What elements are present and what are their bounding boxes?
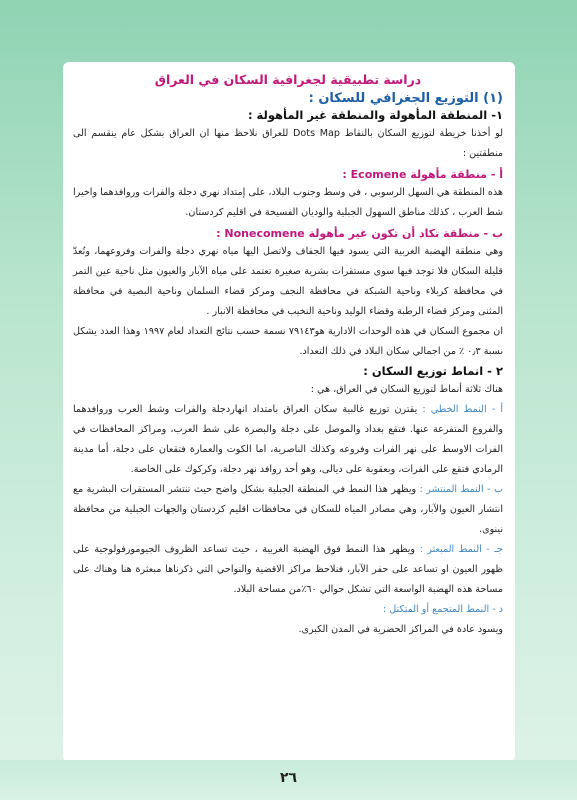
page-title: دراسة تطبيقية لجغرافية السكان في العراق <box>154 72 422 87</box>
page-number: ٢٦ <box>279 770 298 786</box>
pattern-scattered-text: ويظهر هذا النمط في المنطقة الجبلية بشكل واضح حيث تنتشر المستقرات البشرية مع انتشار العيون والآبار، وهي مصادر المياه للسكان في محافظات اقليم كردستان والجهات الجبلية من محافظة نينوى. <box>73 484 503 535</box>
paragraph-patterns-intro: هناك ثلاثة أنماط لتوزيع السكان في العراق، هي : <box>310 384 503 395</box>
paragraph-ecomene: هذه المنطقة هي السهل الرسوبي ، في وسط وجنوب البلاد، على إمتداد نهري دجلة والفرات وروافدهما واخيرا شط العرب ، كذلك مناطق السهول الجبلية والوديان الفسيحة في اقليم كردستان. <box>73 187 503 218</box>
paragraph-nonecomene: وهي منطقة الهضبة الغربية التي يسود فيها الجفاف ولاتصل اليها مياه نهري دجلة والفرات وفروعهما، وتُعدّ قليلة السكان فلا توجد فيها سوى مستقرات بشرية صغيرة تعتمد على مياه الآبار والعيون مثل ناحية عين التمر في محافظة كربلاء وناحية الشبكة في محافظة النجف ومركز قضاء السلمان وناحية البصية في محافظة المثنى ومركز قضاء الرطبة وقضاء الوليد وناحية النخيب في محافظة الانبار . <box>73 246 503 317</box>
pattern-clustered-text: ويسود عادة في المراكز الحضرية في المدن الكبرى. <box>298 624 503 635</box>
heading-ecomene: أ - منطقة مأهولة Ecomene : <box>342 168 503 181</box>
section-heading: (١) التوزيع الجغرافي للسكان : <box>308 91 503 106</box>
pattern-dispersed-label: جـ - النمط المبعثر : <box>419 544 503 555</box>
document-page <box>63 62 515 762</box>
paragraph-population: ان مجموع السكان في هذه الوحدات الادارية هو٧٩١٤٣ نسمة حسب نتائج التعداد لعام ١٩٩٧ وهذا العدد يشكل نسبة ٠٫٣ ٪ من اجمالي سكان البلاد في ذلك التعداد. <box>73 326 504 357</box>
subsection-heading-2: ٢ - انماط توزيع السكان : <box>363 364 503 378</box>
pattern-clustered-label: د - النمط المتجمع أو المتكتل : <box>382 604 503 615</box>
pattern-linear-label: أ - النمط الخطي : <box>422 404 503 415</box>
pattern-linear-text: يقترن توزيع غالبية سكان العراق بامتداد انهاردجلة والفرات وشط العرب وروافدهما والفروع المتفرعة عنها. فتقع بغداد والموصل على دجلة والبصرة على شط العرب، ومراكز المحافظات في الفرات الاوسط على نهر الفرات وفروعه وكذلك الناصرية، اما الكوت والعمارة فتقعان على دجلة، أما مدينة الرمادي فتقع على الفرات، وبعقوبة على ديالى، وهو أحد روافد نهر دجلة، وكركوك على الخاصة. <box>73 404 503 475</box>
pattern-scattered-label: ب - النمط المنتشر : <box>419 484 503 495</box>
pattern-dispersed <box>73 540 503 600</box>
heading-nonecomene: ب - منطقة تكاد أن تكون غير مأهولة Nonecomene : <box>216 227 503 240</box>
paragraph-intro: لو أخذنا خريطة لتوزيع السكان بالنقاط Dots Map للعراق نلاحظ منها ان العراق بشكل عام ينقسم الى منطقتين : <box>73 128 503 159</box>
pattern-dispersed-text: ويظهر هذا النمط فوق الهضبة الغربية ، حيث تساعد الظروف الجيومورفولوجية على ظهور العيون او تساعد على حفر الآبار، فنلاحظ مراكز الاقضية والنواحي التي ذكرناها مبعثرة هنا وهناك على مساحة هذه الهضبة الواسعة التي تشكل حوالي ٦٠٪من مساحة البلاد. <box>73 544 503 595</box>
pattern-scattered <box>73 480 503 540</box>
subsection-heading-1: ١- المنطقة المأهولة والمنطقة غير المأهولة : <box>247 108 503 122</box>
pattern-linear <box>73 400 503 480</box>
